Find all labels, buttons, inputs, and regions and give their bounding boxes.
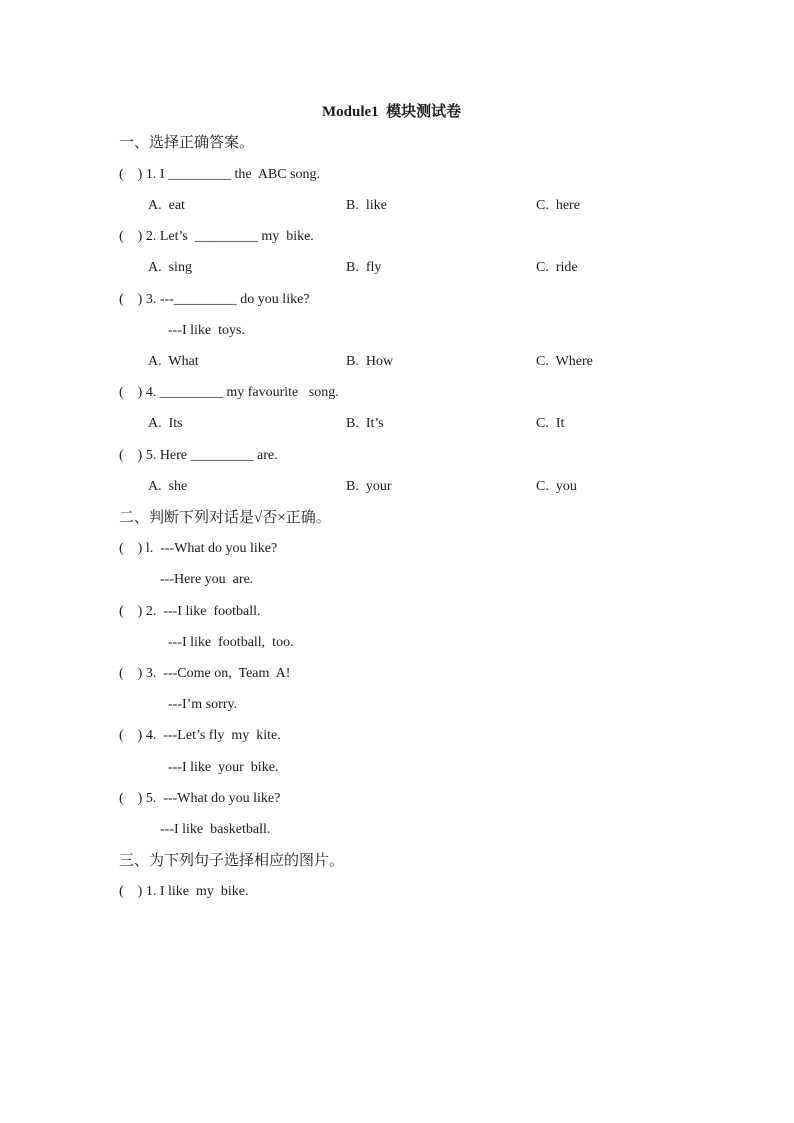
s1-q3-stem: ( ) 3. ---_________ do you like? bbox=[119, 292, 310, 307]
s2-item1-question: ( ) l. ---What do you like? bbox=[119, 541, 278, 556]
s2-item5-question: ( ) 5. ---What do you like? bbox=[119, 791, 281, 806]
section2-heading: 二、判断下列对话是√否×正确。 bbox=[119, 510, 331, 526]
s1-q4-option-b: B. It’s bbox=[346, 416, 384, 431]
s1-q2-options bbox=[0, 259, 794, 277]
s1-q5-options bbox=[0, 478, 794, 496]
s1-q3-options bbox=[0, 353, 794, 371]
s1-q1-option-b: B. like bbox=[346, 198, 387, 213]
s1-q3-stem-reply: ---I like toys. bbox=[168, 323, 245, 338]
s1-q4-stem: ( ) 4. _________ my favourite song. bbox=[119, 385, 339, 400]
s1-q2-option-a: A. sing bbox=[148, 260, 192, 275]
s1-q3-option-c: C. Where bbox=[536, 354, 593, 369]
s2-item4-answer: ---I like your bike. bbox=[168, 760, 279, 775]
s1-q3-option-b: B. How bbox=[346, 354, 394, 369]
s1-q2-option-c: C. ride bbox=[536, 260, 578, 275]
s1-q4-option-c: C. It bbox=[536, 416, 565, 431]
section3-heading: 三、为下列句子选择相应的图片。 bbox=[119, 853, 345, 869]
s1-q5-option-c: C. you bbox=[536, 479, 577, 494]
s1-q5-option-a: A. she bbox=[148, 479, 188, 494]
s1-q1-options bbox=[0, 197, 794, 215]
s1-q4-option-a: A. Its bbox=[148, 416, 183, 431]
section1-heading: 一、选择正确答案。 bbox=[119, 135, 255, 151]
s2-item4-question: ( ) 4. ---Let’s fly my kite. bbox=[119, 728, 281, 743]
s1-q5-stem: ( ) 5. Here _________ are. bbox=[119, 448, 278, 463]
s1-q1-option-c: C. here bbox=[536, 198, 580, 213]
s1-q1-option-a: A. eat bbox=[148, 198, 185, 213]
s2-item3-answer: ---I’m sorry. bbox=[168, 697, 238, 712]
s1-q3-option-a: A. What bbox=[148, 354, 199, 369]
s3-item1-question: ( ) 1. I like my bike. bbox=[119, 884, 249, 899]
s2-item5-answer: ---I like basketball. bbox=[160, 822, 271, 837]
s1-q2-option-b: B. fly bbox=[346, 260, 382, 275]
s1-q2-stem: ( ) 2. Let’s _________ my bike. bbox=[119, 229, 314, 244]
page-title: Module1 模块测试卷 bbox=[322, 104, 462, 120]
s2-item1-answer: ---Here you are. bbox=[160, 572, 254, 587]
s2-item2-question: ( ) 2. ---I like football. bbox=[119, 604, 261, 619]
s1-q1-stem: ( ) 1. I _________ the ABC song. bbox=[119, 167, 321, 182]
s2-item3-question: ( ) 3. ---Come on, Team A! bbox=[119, 666, 291, 681]
s1-q4-options bbox=[0, 415, 794, 433]
s1-q5-option-b: B. your bbox=[346, 479, 392, 494]
s2-item2-answer: ---I like football, too. bbox=[168, 635, 294, 650]
